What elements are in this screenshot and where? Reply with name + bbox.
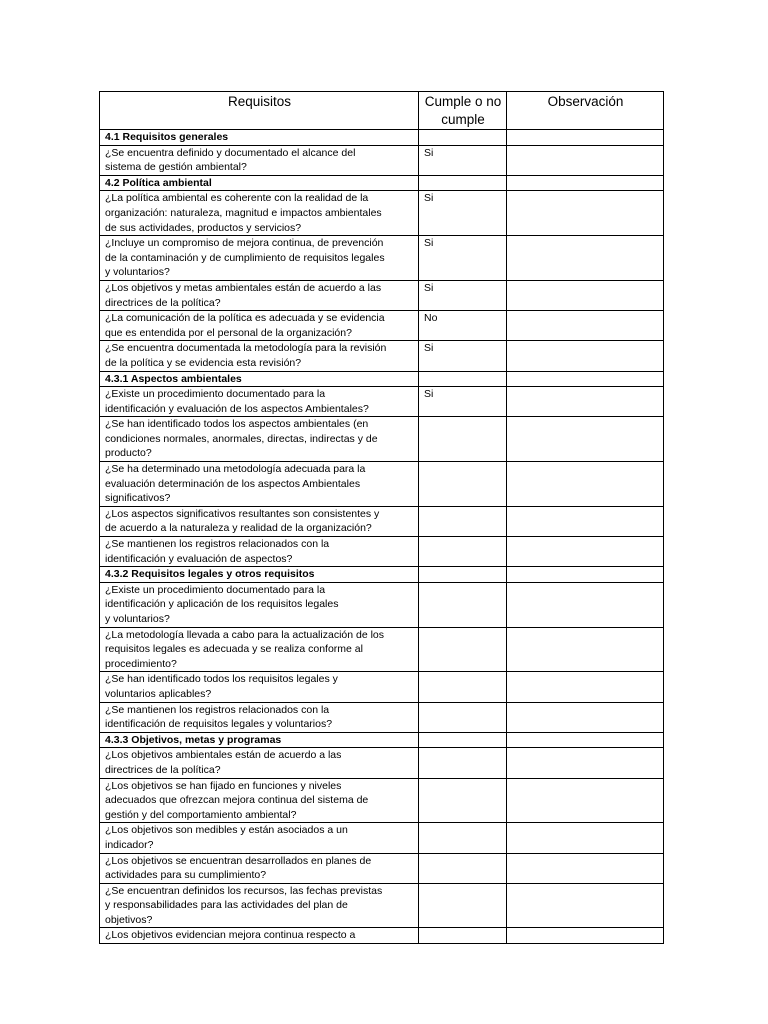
requirement-cell	[100, 627, 419, 672]
table-row	[100, 823, 664, 853]
requirement-text-line: 4.1 Requisitos generales	[105, 131, 229, 143]
table-row	[100, 341, 664, 371]
observacion-cell	[507, 311, 664, 341]
observacion-cell	[507, 702, 664, 732]
requirement-text-line: 4.3.3 Objetivos, metas y programas	[105, 733, 282, 746]
requirement-text-line: requisitos legales es adecuada y se realiza conforme al	[105, 643, 363, 656]
observacion-cell	[507, 627, 664, 672]
cumple-cell	[419, 702, 507, 732]
requirement-text-line: gestión y del comportamiento ambiental?	[105, 808, 297, 821]
table-row	[100, 387, 664, 417]
requirement-cell	[100, 537, 419, 567]
requirement-text-line: directrices de la política?	[105, 763, 221, 776]
requirement-cell	[100, 702, 419, 732]
cumple-cell	[419, 732, 507, 748]
requirement-text-line: producto?	[105, 447, 152, 460]
header-observacion: Observación	[507, 92, 664, 130]
requirement-cell	[100, 853, 419, 883]
requirement-text-line: ¿Los objetivos evidencian mejora continua respecto a	[105, 929, 356, 942]
table-row	[100, 702, 664, 732]
header-requisitos: Requisitos	[100, 92, 419, 130]
requirement-cell	[100, 582, 419, 627]
requirement-text-line: de la contaminación y de cumplimiento de requisitos legales	[105, 251, 385, 264]
requirement-text-line: significativos?	[105, 492, 171, 505]
cumple-cell	[419, 928, 507, 944]
table-row	[100, 748, 664, 778]
requirement-text-line: sistema de gestión ambiental?	[105, 161, 247, 174]
observacion-cell	[507, 732, 664, 748]
cumple-cell	[419, 778, 507, 823]
requirement-cell	[100, 417, 419, 462]
table-body	[100, 130, 664, 944]
requirement-cell	[100, 145, 419, 175]
cumple-cell	[419, 130, 507, 146]
table-row	[100, 582, 664, 627]
observacion-cell	[507, 130, 664, 146]
table-row	[100, 627, 664, 672]
cumple-cell	[419, 506, 507, 536]
requirement-cell	[100, 387, 419, 417]
requirement-text-line: objetivos?	[105, 913, 153, 926]
header-cumple: Cumple o no cumple	[419, 92, 507, 130]
section-row	[100, 175, 664, 191]
requirement-cell	[100, 191, 419, 236]
cumple-cell	[419, 853, 507, 883]
requirement-cell	[100, 236, 419, 281]
table-row	[100, 778, 664, 823]
observacion-cell	[507, 191, 664, 236]
requirement-text-line: ¿Se mantienen los registros relacionados con la	[105, 703, 330, 716]
observacion-cell	[507, 506, 664, 536]
table-row	[100, 883, 664, 928]
section-heading	[100, 130, 419, 146]
table-row	[100, 191, 664, 236]
observacion-cell	[507, 175, 664, 191]
requirement-cell	[100, 672, 419, 702]
section-heading	[100, 371, 419, 387]
requirement-cell	[100, 823, 419, 853]
observacion-cell	[507, 582, 664, 627]
observacion-cell	[507, 417, 664, 462]
requirement-text-line: organización: naturaleza, magnitud e impactos ambientales	[105, 206, 382, 219]
cumple-cell	[419, 672, 507, 702]
requirement-text-line: ¿Los objetivos ambientales están de acuerdo a las	[105, 749, 342, 762]
section-heading	[100, 175, 419, 191]
requirement-text-line: ¿Existe un procedimiento documentado para la	[105, 583, 326, 596]
observacion-cell	[507, 280, 664, 310]
cumple-cell	[419, 417, 507, 462]
cumple-cell	[419, 371, 507, 387]
requirement-text-line: ¿Los objetivos se han fijado en funciones y niveles	[105, 779, 342, 792]
observacion-cell	[507, 748, 664, 778]
cumple-cell	[419, 748, 507, 778]
section-row	[100, 371, 664, 387]
requirement-text-line: ¿Se encuentran definidos los recursos, las fechas previstas	[105, 884, 383, 897]
requirement-text-line: ¿Los objetivos y metas ambientales están de acuerdo a las	[105, 281, 382, 294]
requirement-text-line: condiciones normales, anormales, directas, indirectas y de	[105, 432, 378, 445]
requirement-text-line: 4.3.1 Aspectos ambientales	[105, 372, 242, 385]
table-row	[100, 506, 664, 536]
requirement-text-line: y voluntarios?	[105, 266, 170, 279]
observacion-cell	[507, 145, 664, 175]
requirement-text-line: procedimiento?	[105, 657, 177, 670]
requirement-cell	[100, 883, 419, 928]
observacion-cell	[507, 371, 664, 387]
table-row	[100, 417, 664, 462]
section-heading	[100, 732, 419, 748]
section-heading	[100, 567, 419, 583]
observacion-cell	[507, 462, 664, 507]
requirement-text-line: ¿Los aspectos significativos resultantes son consistentes y	[105, 507, 380, 520]
requirement-text-line: ¿Incluye un compromiso de mejora continua, de prevención	[105, 237, 384, 250]
requirement-text-line: ¿Se mantienen los registros relacionados con la	[105, 538, 330, 551]
cumple-cell: Si	[419, 191, 507, 236]
requirement-text-line: de sus actividades, productos y servicios?	[105, 221, 302, 234]
observacion-cell	[507, 778, 664, 823]
observacion-cell	[507, 537, 664, 567]
table-row	[100, 537, 664, 567]
requirement-text-line: voluntarios aplicables?	[105, 687, 212, 700]
requirement-text-line: identificación y evaluación de los aspectos Ambientales?	[105, 402, 369, 415]
observacion-cell	[507, 387, 664, 417]
cumple-cell	[419, 567, 507, 583]
section-row	[100, 732, 664, 748]
observacion-cell	[507, 341, 664, 371]
cumple-cell: Si	[419, 280, 507, 310]
cumple-cell: No	[419, 311, 507, 341]
requirement-cell	[100, 748, 419, 778]
requirement-text-line: ¿Se han identificado todos los requisitos legales y	[105, 673, 338, 686]
observacion-cell	[507, 928, 664, 944]
table-row	[100, 280, 664, 310]
requirement-text-line: ¿Los objetivos son medibles y están asociados a un	[105, 824, 348, 837]
requirement-text-line: identificación de requisitos legales y voluntarios?	[105, 718, 333, 731]
table-row	[100, 145, 664, 175]
requirement-cell	[100, 341, 419, 371]
observacion-cell	[507, 236, 664, 281]
observacion-cell	[507, 883, 664, 928]
requirement-text-line: indicador?	[105, 838, 154, 851]
requirement-cell	[100, 506, 419, 536]
cumple-cell	[419, 462, 507, 507]
cumple-cell: Si	[419, 387, 507, 417]
cumple-cell	[419, 175, 507, 191]
requirement-text-line: 4.2 Política ambiental	[105, 176, 212, 189]
table-row	[100, 462, 664, 507]
table-row	[100, 236, 664, 281]
requirement-text-line: y voluntarios?	[105, 613, 170, 625]
cumple-cell: Si	[419, 236, 507, 281]
requirement-text-line: identificación y evaluación de aspectos?	[105, 552, 293, 565]
table-row	[100, 311, 664, 341]
requirement-text-line: ¿La política ambiental es coherente con la realidad de la	[105, 192, 369, 205]
requirement-text-line: evaluación determinación de los aspectos Ambientales	[105, 477, 361, 490]
cumple-cell	[419, 823, 507, 853]
requirement-text-line: que es entendida por el personal de la organización?	[105, 326, 352, 339]
table-row	[100, 672, 664, 702]
cumple-cell: Si	[419, 145, 507, 175]
requirement-cell	[100, 928, 419, 944]
table-row	[100, 853, 664, 883]
requirement-text-line: directrices de la política?	[105, 296, 221, 309]
requirement-text-line: ¿La metodología llevada a cabo para la actualización de los	[105, 628, 385, 641]
requirement-text-line: identificación y aplicación de los requisitos legales	[105, 598, 339, 611]
requirement-cell	[100, 778, 419, 823]
requirements-checklist-table	[99, 91, 664, 944]
table-row	[100, 928, 664, 944]
cumple-cell	[419, 883, 507, 928]
requirement-text-line: ¿Se encuentra definido y documentado el alcance del	[105, 146, 356, 159]
cumple-cell	[419, 627, 507, 672]
observacion-cell	[507, 672, 664, 702]
requirement-text-line: ¿Se han identificado todos los aspectos ambientales (en	[105, 418, 369, 431]
observacion-cell	[507, 823, 664, 853]
section-row	[100, 130, 664, 146]
cumple-cell	[419, 582, 507, 627]
requirement-text-line: ¿Los objetivos se encuentran desarrollados en planes de	[105, 854, 372, 867]
observacion-cell	[507, 567, 664, 583]
requirement-text-line: ¿Existe un procedimiento documentado para la	[105, 388, 326, 401]
requirement-text-line: y responsabilidades para las actividades del plan de	[105, 899, 348, 912]
requirement-text-line: 4.3.2 Requisitos legales y otros requisitos	[105, 568, 315, 581]
requirement-cell	[100, 311, 419, 341]
requirement-text-line: ¿Se encuentra documentada la metodología para la revisión	[105, 342, 387, 355]
requirement-text-line: de acuerdo a la naturaleza y realidad de la organización?	[105, 522, 372, 535]
requirement-cell	[100, 280, 419, 310]
table-header-row	[100, 92, 664, 130]
requirement-cell	[100, 462, 419, 507]
cumple-cell	[419, 537, 507, 567]
requirement-text-line: actividades para su cumplimiento?	[105, 869, 267, 882]
observacion-cell	[507, 853, 664, 883]
cumple-cell: Si	[419, 341, 507, 371]
requirement-text-line: ¿La comunicación de la política es adecuada y se evidencia	[105, 312, 385, 325]
requirement-text-line: ¿Se ha determinado una metodología adecuada para la	[105, 463, 366, 476]
requirement-text-line: adecuados que ofrezcan mejora continua del sistema de	[105, 794, 369, 807]
section-row	[100, 567, 664, 583]
requirement-text-line: de la política y se evidencia esta revisión?	[105, 356, 302, 369]
